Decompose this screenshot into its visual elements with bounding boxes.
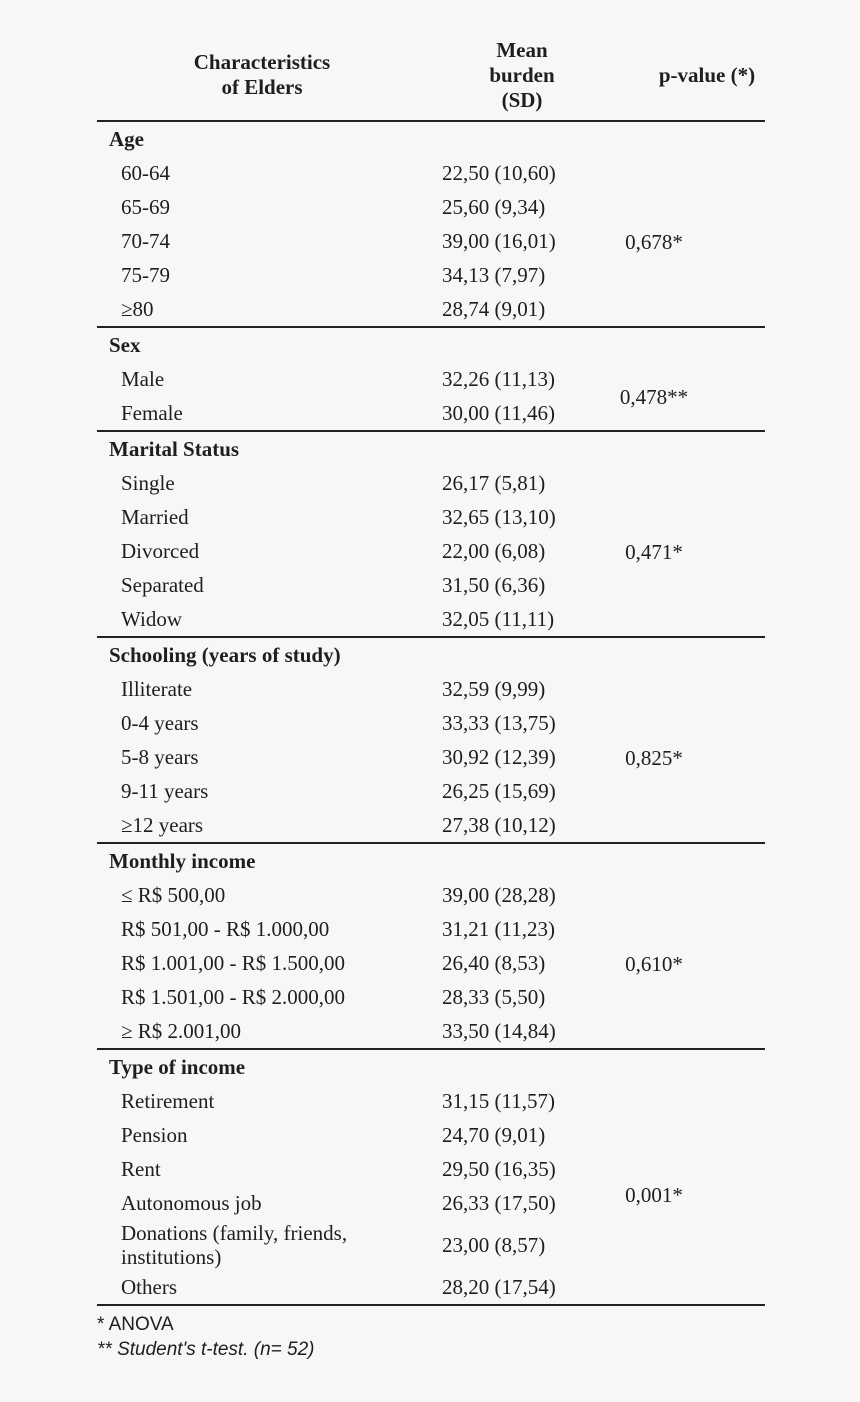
row-label: R$ 501,00 - R$ 1.000,00 [121,917,330,941]
row-mean-burden: 26,40 (8,53) [442,950,546,975]
section-title-row [97,122,765,156]
row-label: Retirement [121,1089,215,1113]
row-label: Single [121,471,175,495]
table-row [97,808,765,842]
table-row [97,292,765,326]
row-label: R$ 1.501,00 - R$ 2.000,00 [121,985,346,1009]
table-row [97,706,765,740]
row-label: 65-69 [121,195,170,219]
header-characteristics [157,50,367,100]
section-title-row [97,638,765,672]
row-mean-burden: 25,60 (9,34) [442,194,546,219]
table-row [97,258,765,292]
row-mean-burden: 22,00 (6,08) [442,538,546,563]
row-mean-burden: 22,50 (10,60) [442,160,556,185]
row-label: Donations (family, friends, institutions) [121,1221,348,1269]
row-label: Separated [121,573,204,597]
row-label: 60-64 [121,161,170,185]
row-label: 75-79 [121,263,170,287]
row-label: 0-4 years [121,711,199,735]
section-p-value: 0,825* [625,746,683,770]
table-row [97,672,765,706]
row-mean-burden: 33,33 (13,75) [442,710,556,735]
footnote-ttest: ** Student's t-test. (n= 52) [97,1339,315,1360]
row-label: Married [121,505,189,529]
row-mean-burden: 32,26 (11,13) [442,366,555,391]
row-label: ≥12 years [121,813,204,837]
row-label: Rent [121,1157,161,1181]
row-mean-burden: 26,25 (15,69) [442,778,556,803]
row-label: 70-74 [121,229,170,253]
row-label: Pension [121,1123,188,1147]
row-mean-burden: 29,50 (16,35) [442,1156,556,1181]
row-label: ≥ R$ 2.001,00 [121,1019,242,1043]
section-title: Monthly income [109,849,256,873]
table-row [97,602,765,636]
table-row [97,568,765,602]
section-p-value: 0,001* [625,1183,683,1207]
row-label: ≤ R$ 500,00 [121,883,226,907]
row-mean-burden: 32,05 (11,11) [442,606,555,631]
row-mean-burden: 31,21 (11,23) [442,916,555,941]
table-header [97,30,765,122]
table-section [97,432,765,638]
section-title: Schooling (years of study) [109,643,341,667]
table-section [97,1050,765,1306]
section-title-row [97,328,765,362]
section-title-row [97,844,765,878]
row-label: Others [121,1275,177,1299]
table-row [97,156,765,190]
row-label: Illiterate [121,677,193,701]
table-section [97,328,765,432]
row-mean-burden: 28,20 (17,54) [442,1274,556,1299]
header-mean-line1: Mean [496,38,548,62]
row-mean-burden: 28,74 (9,01) [442,296,546,321]
table-row [97,912,765,946]
header-mean-line3: (SD) [501,88,543,112]
table-body [97,122,765,1306]
row-mean-burden: 39,00 (28,28) [442,882,556,907]
row-mean-burden: 28,33 (5,50) [442,984,546,1009]
row-mean-burden: 24,70 (9,01) [442,1122,546,1147]
section-p-value: 0,471* [625,540,683,564]
table-row [97,1152,765,1186]
header-mean-burden [462,38,582,113]
section-title: Sex [109,333,141,357]
section-p-value: 0,478** [619,385,689,409]
row-label: Male [121,367,165,391]
row-label: Divorced [121,539,200,563]
row-mean-burden: 33,50 (14,84) [442,1018,556,1043]
table-section [97,638,765,844]
header-mean-line2: burden [489,63,555,87]
row-label: R$ 1.001,00 - R$ 1.500,00 [121,951,346,975]
row-mean-burden: 31,50 (6,36) [442,572,546,597]
row-mean-burden: 31,15 (11,57) [442,1088,555,1113]
section-title: Marital Status [109,437,240,461]
row-label: ≥80 [121,297,154,321]
section-title: Type of income [109,1055,246,1079]
row-mean-burden: 23,00 (8,57) [442,1232,546,1257]
footnote-anova: * ANOVA [97,1314,174,1335]
table-row [97,1014,765,1048]
table-row [97,1084,765,1118]
row-mean-burden: 32,59 (9,99) [442,676,546,701]
section-title-row [97,432,765,466]
row-mean-burden: 30,00 (11,46) [442,400,555,425]
section-title-row [97,1050,765,1084]
section-p-value: 0,610* [625,952,683,976]
row-mean-burden: 39,00 (16,01) [442,228,556,253]
row-mean-burden: 34,13 (7,97) [442,262,546,287]
table-section [97,844,765,1050]
row-label: Female [121,401,183,425]
section-p-value: 0,678* [625,230,683,254]
header-p-value: p-value (*) [658,63,756,87]
table-row [97,1220,765,1270]
row-mean-burden: 26,17 (5,81) [442,470,546,495]
row-mean-burden: 26,33 (17,50) [442,1190,556,1215]
table-row [97,466,765,500]
table-row [97,878,765,912]
table-row [97,1118,765,1152]
row-label: Widow [121,607,182,631]
table-row [97,500,765,534]
section-title: Age [109,127,144,151]
table-row [97,980,765,1014]
row-label: 5-8 years [121,745,199,769]
row-mean-burden: 30,92 (12,39) [442,744,556,769]
table-row [97,774,765,808]
row-label: 9-11 years [121,779,209,803]
header-characteristics-line2: of Elders [221,75,303,99]
footnotes [97,1312,315,1362]
row-label: Autonomous job [121,1191,262,1215]
row-mean-burden: 32,65 (13,10) [442,504,556,529]
header-characteristics-line1: Characteristics [193,50,331,74]
burden-table [97,30,765,1306]
table-section [97,122,765,328]
table-row [97,1270,765,1304]
table-row [97,190,765,224]
row-mean-burden: 27,38 (10,12) [442,812,556,837]
